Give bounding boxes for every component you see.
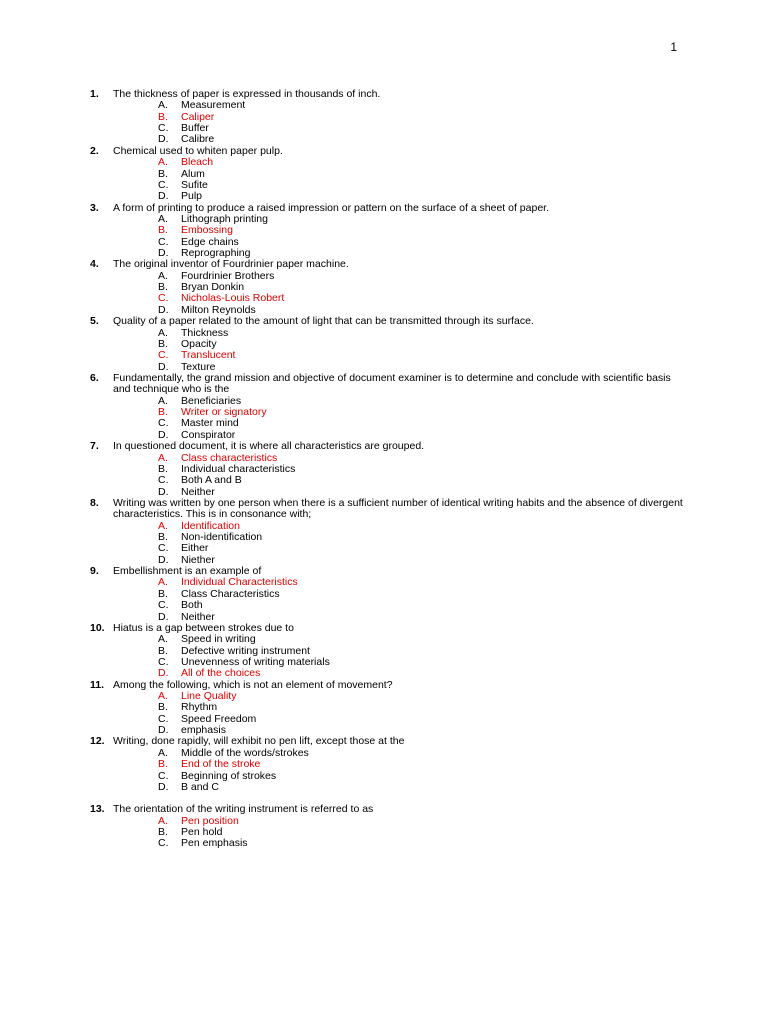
option-text: Individual Characteristics bbox=[181, 576, 298, 589]
option-letter: B. bbox=[158, 825, 168, 838]
option-letter: C. bbox=[158, 178, 169, 191]
option-list bbox=[158, 157, 690, 202]
option-list bbox=[158, 328, 690, 373]
option-letter: B. bbox=[158, 644, 168, 657]
option-text: Calibre bbox=[181, 133, 215, 146]
option-letter: B. bbox=[158, 406, 168, 419]
option-list bbox=[158, 691, 690, 736]
option-text: Milton Reynolds bbox=[181, 303, 256, 316]
question-number: 3. bbox=[90, 201, 99, 214]
question-number: 13. bbox=[90, 803, 105, 816]
option-text: Class characteristics bbox=[181, 451, 278, 464]
question-number: 1. bbox=[90, 88, 99, 100]
option-text: Texture bbox=[181, 360, 216, 373]
question-row bbox=[90, 89, 690, 100]
option-letter: B. bbox=[158, 587, 168, 600]
option-text: Caliper bbox=[181, 110, 215, 123]
option-letter: B. bbox=[158, 281, 168, 294]
answer-option bbox=[158, 328, 690, 339]
question-item bbox=[90, 203, 690, 260]
question-number: 6. bbox=[90, 371, 99, 384]
question-item bbox=[90, 736, 690, 793]
option-letter: B. bbox=[158, 224, 168, 237]
option-letter: D. bbox=[158, 553, 169, 566]
question-number: 9. bbox=[90, 565, 99, 578]
option-letter: C. bbox=[158, 292, 169, 305]
option-letter: B. bbox=[158, 110, 168, 123]
option-text: Pen emphasis bbox=[181, 837, 248, 850]
option-list bbox=[158, 521, 690, 566]
option-text: Individual characteristics bbox=[181, 462, 296, 475]
option-text: Bleach bbox=[181, 156, 214, 169]
question-item bbox=[90, 566, 690, 623]
question-row bbox=[90, 498, 690, 521]
option-list bbox=[158, 214, 690, 259]
question-row bbox=[90, 736, 690, 747]
answer-option-correct bbox=[158, 691, 690, 702]
option-letter: C. bbox=[158, 235, 169, 248]
answer-option-correct bbox=[158, 350, 690, 361]
option-text: B and C bbox=[181, 780, 219, 793]
option-text: Middle of the words/strokes bbox=[181, 746, 309, 759]
option-letter: C. bbox=[158, 599, 169, 612]
option-text: Non-identification bbox=[181, 531, 263, 544]
answer-option bbox=[158, 180, 690, 191]
option-letter: C. bbox=[158, 542, 169, 555]
option-text: Niether bbox=[181, 553, 215, 566]
option-text: Neither bbox=[181, 485, 215, 498]
option-letter: D. bbox=[158, 485, 169, 498]
option-text: Both A and B bbox=[181, 474, 242, 487]
option-list bbox=[158, 634, 690, 679]
question-item bbox=[90, 804, 690, 849]
option-text: Class Characteristics bbox=[181, 587, 280, 600]
option-text: Beneficiaries bbox=[181, 394, 242, 407]
option-text: All of the choices bbox=[181, 667, 261, 680]
answer-option bbox=[158, 714, 690, 725]
option-letter: B. bbox=[158, 462, 168, 475]
question-text: In questioned document, it is where all characteristics are grouped. bbox=[113, 440, 425, 453]
option-letter: C. bbox=[158, 655, 169, 668]
question-text: Embellishment is an example of bbox=[113, 565, 262, 578]
answer-option bbox=[158, 782, 690, 793]
option-list bbox=[158, 271, 690, 316]
option-list bbox=[158, 816, 690, 850]
option-text: Opacity bbox=[181, 337, 217, 350]
option-letter: B. bbox=[158, 337, 168, 350]
answer-option bbox=[158, 771, 690, 782]
option-text: End of the stroke bbox=[181, 758, 261, 771]
option-letter: D. bbox=[158, 133, 169, 146]
option-list bbox=[158, 748, 690, 793]
option-text: Fourdrinier Brothers bbox=[181, 269, 275, 282]
option-text: Reprographing bbox=[181, 247, 251, 259]
option-letter: B. bbox=[158, 758, 168, 771]
answer-option bbox=[158, 838, 690, 849]
question-number: 7. bbox=[90, 440, 99, 453]
option-letter: D. bbox=[158, 247, 169, 259]
option-text: Rhythm bbox=[181, 701, 218, 714]
question-text: Quality of a paper related to the amount of light that can be transmitted through its surface. bbox=[113, 315, 534, 328]
option-list bbox=[158, 577, 690, 622]
question-text: Writing, done rapidly, will exhibit no pen lift, except those at the bbox=[113, 735, 405, 748]
question-text: Hiatus is a gap between strokes due to bbox=[113, 621, 294, 634]
option-text: Both bbox=[181, 599, 203, 612]
option-letter: B. bbox=[158, 531, 168, 544]
option-text: Alum bbox=[181, 167, 205, 180]
option-text: Sufite bbox=[181, 178, 208, 191]
option-letter: C. bbox=[158, 769, 169, 782]
option-text: Thickness bbox=[181, 326, 229, 339]
question-row bbox=[90, 373, 690, 396]
answer-option bbox=[158, 339, 690, 350]
answer-option-correct bbox=[158, 112, 690, 123]
option-text: Neither bbox=[181, 610, 215, 623]
question-item bbox=[90, 498, 690, 566]
answer-option bbox=[158, 543, 690, 554]
question-number: 5. bbox=[90, 315, 99, 328]
question-item bbox=[90, 680, 690, 737]
question-text: Writing was written by one person when there is a sufficient number of identical writing habits and the absence of divergent characteristics. This is in consonance with; bbox=[113, 496, 683, 521]
option-letter: B. bbox=[158, 701, 168, 714]
question-item bbox=[90, 146, 690, 203]
option-letter: A. bbox=[158, 269, 168, 282]
answer-option-correct bbox=[158, 157, 690, 168]
question-row bbox=[90, 680, 690, 691]
option-letter: A. bbox=[158, 633, 168, 646]
option-letter: D. bbox=[158, 780, 169, 793]
option-list bbox=[158, 396, 690, 441]
option-letter: C. bbox=[158, 122, 169, 135]
answer-option-correct bbox=[158, 816, 690, 827]
question-item bbox=[90, 89, 690, 146]
option-letter: D. bbox=[158, 610, 169, 623]
option-text: Speed in writing bbox=[181, 633, 256, 646]
option-letter: A. bbox=[158, 99, 168, 112]
option-letter: C. bbox=[158, 417, 169, 430]
option-letter: C. bbox=[158, 349, 169, 362]
question-item bbox=[90, 259, 690, 316]
option-letter: C. bbox=[158, 712, 169, 725]
question-list bbox=[90, 89, 690, 850]
question-row bbox=[90, 441, 690, 452]
question-text: Among the following, which is not an element of movement? bbox=[113, 678, 393, 691]
question-number: 10. bbox=[90, 621, 105, 634]
question-text: Chemical used to whiten paper pulp. bbox=[113, 144, 283, 157]
question-row bbox=[90, 146, 690, 157]
option-text: Beginning of strokes bbox=[181, 769, 277, 782]
option-letter: A. bbox=[158, 814, 168, 827]
option-text: Translucent bbox=[181, 349, 236, 362]
answer-option bbox=[158, 123, 690, 134]
option-letter: D. bbox=[158, 724, 169, 737]
option-text: Nicholas-Louis Robert bbox=[181, 292, 285, 305]
option-letter: D. bbox=[158, 190, 169, 203]
option-text: Edge chains bbox=[181, 235, 239, 248]
option-letter: D. bbox=[158, 303, 169, 316]
question-text: The thickness of paper is expressed in thousands of inch. bbox=[113, 88, 381, 100]
question-number: 4. bbox=[90, 258, 99, 271]
option-letter: D. bbox=[158, 667, 169, 680]
option-text: Unevenness of writing materials bbox=[181, 655, 330, 668]
option-letter: A. bbox=[158, 746, 168, 759]
answer-option bbox=[158, 532, 690, 543]
option-text: emphasis bbox=[181, 724, 226, 737]
question-number: 11. bbox=[90, 678, 105, 691]
answer-option-correct bbox=[158, 668, 690, 679]
option-text: Defective writing instrument bbox=[181, 644, 310, 657]
option-list bbox=[158, 100, 690, 145]
answer-option bbox=[158, 634, 690, 645]
question-text: Fundamentally, the grand mission and objective of document examiner is to determine and conclude with scientific basis and technique who is the bbox=[113, 371, 671, 396]
option-text: Pen hold bbox=[181, 825, 223, 838]
option-letter: A. bbox=[158, 394, 168, 407]
answer-option bbox=[158, 600, 690, 611]
option-text: Measurement bbox=[181, 99, 246, 112]
option-text: Speed Freedom bbox=[181, 712, 257, 725]
answer-option bbox=[158, 418, 690, 429]
option-letter: D. bbox=[158, 360, 169, 373]
option-letter: A. bbox=[158, 212, 168, 225]
option-text: Pen position bbox=[181, 814, 239, 827]
option-letter: A. bbox=[158, 451, 168, 464]
question-row bbox=[90, 203, 690, 214]
question-text: The orientation of the writing instrument is referred to as bbox=[113, 803, 374, 816]
question-item bbox=[90, 373, 690, 441]
option-text: Buffer bbox=[181, 122, 209, 135]
option-letter: C. bbox=[158, 474, 169, 487]
answer-option bbox=[158, 475, 690, 486]
question-row bbox=[90, 316, 690, 327]
question-row bbox=[90, 259, 690, 270]
question-row bbox=[90, 623, 690, 634]
option-text: Either bbox=[181, 542, 209, 555]
question-number: 8. bbox=[90, 496, 99, 509]
option-text: Bryan Donkin bbox=[181, 281, 245, 294]
option-text: Pulp bbox=[181, 190, 203, 203]
answer-option bbox=[158, 100, 690, 111]
answer-option-correct bbox=[158, 759, 690, 770]
option-text: Lithograph printing bbox=[181, 212, 268, 225]
answer-option-correct bbox=[158, 225, 690, 236]
question-row bbox=[90, 566, 690, 577]
option-letter: C. bbox=[158, 837, 169, 850]
option-letter: A. bbox=[158, 519, 168, 532]
question-text: A form of printing to produce a raised impression or pattern on the surface of a sheet of paper. bbox=[113, 201, 550, 214]
option-letter: A. bbox=[158, 326, 168, 339]
answer-option bbox=[158, 169, 690, 180]
option-text: Line Quality bbox=[181, 690, 237, 703]
answer-option bbox=[158, 589, 690, 600]
option-letter: D. bbox=[158, 428, 169, 441]
option-letter: A. bbox=[158, 690, 168, 703]
option-text: Embossing bbox=[181, 224, 233, 237]
option-letter: A. bbox=[158, 576, 168, 589]
question-number: 12. bbox=[90, 735, 105, 748]
question-text: The original inventor of Fourdrinier paper machine. bbox=[113, 258, 349, 271]
option-text: Conspirator bbox=[181, 428, 236, 441]
option-text: Writer or signatory bbox=[181, 406, 267, 419]
question-item bbox=[90, 441, 690, 498]
question-item bbox=[90, 316, 690, 373]
option-text: Master mind bbox=[181, 417, 239, 430]
option-text: Identification bbox=[181, 519, 240, 532]
answer-option bbox=[158, 191, 690, 202]
question-row bbox=[90, 804, 690, 815]
option-list bbox=[158, 453, 690, 498]
page-number: 1 bbox=[670, 40, 677, 54]
question-number: 2. bbox=[90, 144, 99, 157]
answer-option bbox=[158, 214, 690, 225]
option-letter: B. bbox=[158, 167, 168, 180]
question-item bbox=[90, 623, 690, 680]
option-letter: A. bbox=[158, 156, 168, 169]
